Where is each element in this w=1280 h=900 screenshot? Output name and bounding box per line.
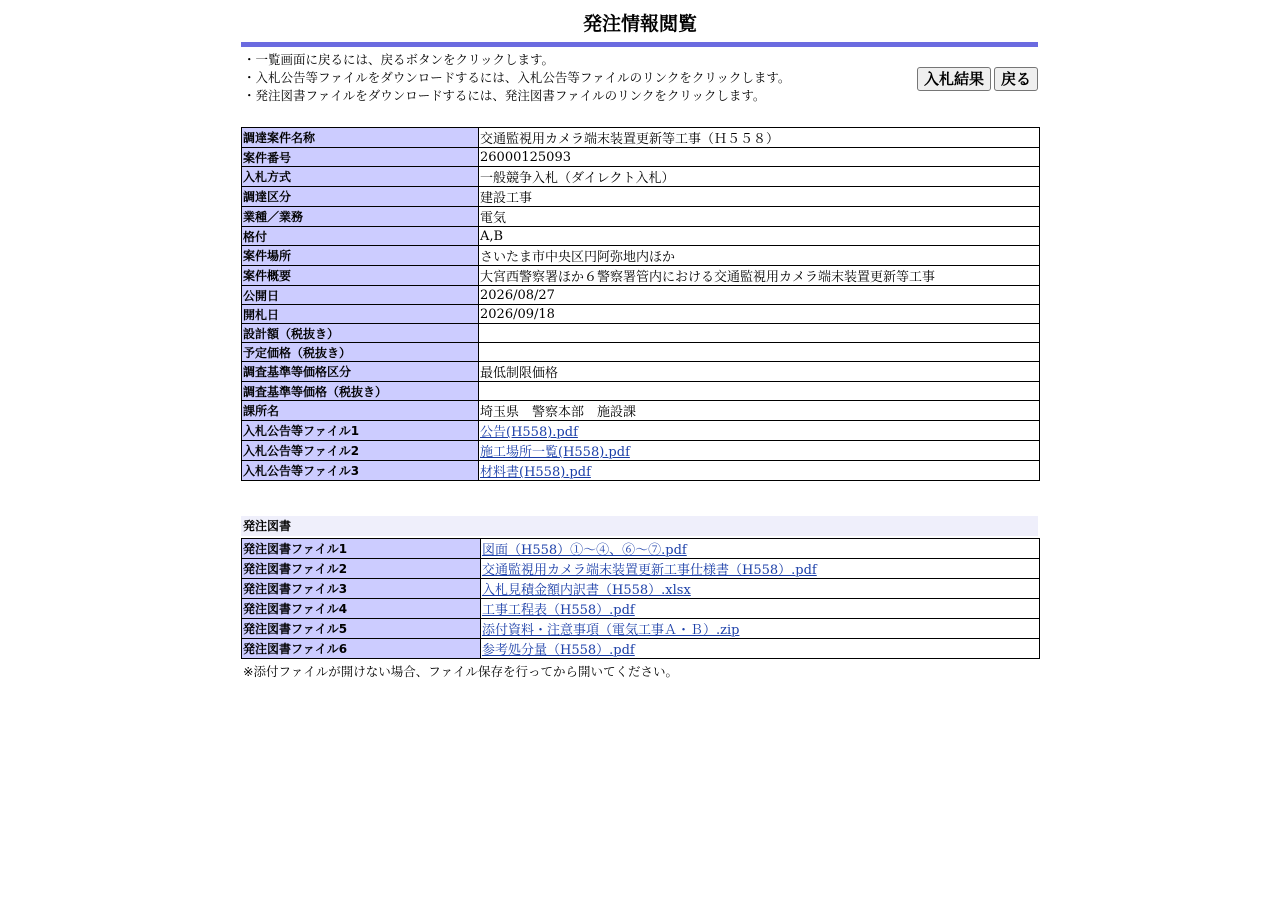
table-row	[242, 266, 1040, 286]
action-buttons	[917, 67, 1038, 91]
table-row	[242, 128, 1040, 148]
page-title: 発注情報閲覧	[582, 13, 697, 35]
row-label: 入札公告等ファイル1	[242, 421, 479, 441]
row-label: 発注図書ファイル1	[242, 539, 481, 559]
back-button[interactable]: 戻る	[994, 67, 1038, 91]
row-label: 調査基準等価格区分	[242, 362, 479, 382]
row-value-cell	[479, 421, 1040, 441]
row-value: 最低制限価格	[479, 362, 1040, 382]
table-row	[242, 286, 1040, 305]
row-value-cell	[479, 441, 1040, 461]
instruction-item: ・入札公告等ファイルをダウンロードするには、入札公告等ファイルのリンクをクリックします。	[243, 70, 791, 85]
row-value-cell	[481, 639, 1040, 659]
table-row	[242, 246, 1040, 266]
instruction-item: ・発注図書ファイルをダウンロードするには、発注図書ファイルのリンクをクリックします。	[243, 88, 766, 103]
info-table	[241, 127, 1040, 481]
row-label: 調達案件名称	[242, 128, 479, 148]
row-label: 予定価格（税抜き）	[242, 343, 479, 362]
row-label: 発注図書ファイル3	[242, 579, 481, 599]
row-value	[479, 324, 1040, 343]
table-row	[242, 305, 1040, 324]
table-row	[242, 579, 1040, 599]
row-label: 案件番号	[242, 148, 479, 167]
row-label: 業種／業務	[242, 207, 479, 227]
doc-file-link[interactable]: 交通監視用カメラ端末装置更新工事仕様書（H558）.pdf	[482, 563, 817, 578]
row-label: 調査基準等価格（税抜き）	[242, 382, 479, 401]
table-row	[242, 461, 1040, 481]
row-value: 2026/08/27	[479, 286, 1040, 305]
row-label: 調達区分	[242, 187, 479, 207]
instructions	[241, 47, 1039, 127]
bid-result-button[interactable]: 入札結果	[917, 67, 991, 91]
docs-table	[241, 538, 1040, 659]
instruction-item: ・一覧画面に戻るには、戻るボタンをクリックします。	[243, 52, 555, 67]
table-row	[242, 324, 1040, 343]
row-label: 発注図書ファイル6	[242, 639, 481, 659]
row-value: 埼玉県 警察本部 施設課	[479, 401, 1040, 421]
table-row	[242, 401, 1040, 421]
doc-file-link[interactable]: 入札見積金額内訳書（H558）.xlsx	[482, 583, 691, 598]
row-label: 設計額（税抜き）	[242, 324, 479, 343]
table-row	[242, 362, 1040, 382]
row-label: 発注図書ファイル5	[242, 619, 481, 639]
doc-file-link[interactable]: 図面（H558）①～④、⑥～⑦.pdf	[482, 543, 687, 558]
row-value: さいたま市中央区円阿弥地内ほか	[479, 246, 1040, 266]
doc-file-link[interactable]: 参考処分量（H558）.pdf	[482, 643, 635, 658]
doc-file-link[interactable]: 工事工程表（H558）.pdf	[482, 603, 635, 618]
row-value: A,B	[479, 227, 1040, 246]
bid-notice-file-link[interactable]: 材料書(H558).pdf	[480, 465, 591, 480]
doc-file-link[interactable]: 添付資料・注意事項（電気工事Ａ・Ｂ）.zip	[482, 623, 740, 638]
row-value: 電気	[479, 207, 1040, 227]
row-value-cell	[481, 579, 1040, 599]
row-value-cell	[481, 599, 1040, 619]
row-value: 交通監視用カメラ端末装置更新等工事（Ｈ５５８）	[479, 128, 1040, 148]
table-row	[242, 187, 1040, 207]
table-row	[242, 639, 1040, 659]
row-value-cell	[481, 619, 1040, 639]
row-value: 建設工事	[479, 187, 1040, 207]
table-row	[242, 207, 1040, 227]
row-label: 開札日	[242, 305, 479, 324]
row-label: 案件概要	[242, 266, 479, 286]
row-label: 入札方式	[242, 167, 479, 187]
row-value	[479, 343, 1040, 362]
bid-notice-file-link[interactable]: 施工場所一覧(H558).pdf	[480, 445, 630, 460]
main-container	[241, 0, 1039, 680]
row-label: 公開日	[242, 286, 479, 305]
row-label: 課所名	[242, 401, 479, 421]
row-label: 入札公告等ファイル2	[242, 441, 479, 461]
table-row	[242, 559, 1040, 579]
row-value	[479, 382, 1040, 401]
row-label: 発注図書ファイル4	[242, 599, 481, 619]
row-value: 大宮西警察署ほか６警察署管内における交通監視用カメラ端末装置更新等工事	[479, 266, 1040, 286]
row-value: 一般競争入札（ダイレクト入札）	[479, 167, 1040, 187]
attachment-note: ※添付ファイルが開けない場合、ファイル保存を行ってから開いてください。	[243, 664, 678, 679]
table-row	[242, 227, 1040, 246]
table-row	[242, 441, 1040, 461]
table-row	[242, 167, 1040, 187]
table-row	[242, 343, 1040, 362]
row-value-cell	[481, 559, 1040, 579]
table-row	[242, 421, 1040, 441]
row-label: 入札公告等ファイル3	[242, 461, 479, 481]
row-value-cell	[481, 539, 1040, 559]
table-row	[242, 599, 1040, 619]
table-row	[242, 539, 1040, 559]
row-value-cell	[479, 461, 1040, 481]
table-row	[242, 148, 1040, 167]
table-row	[242, 382, 1040, 401]
row-value: 2026/09/18	[479, 305, 1040, 324]
row-value: 26000125093	[479, 148, 1040, 167]
row-label: 案件場所	[242, 246, 479, 266]
table-row	[242, 619, 1040, 639]
docs-section-title: 発注図書	[241, 516, 1038, 536]
row-label: 格付	[242, 227, 479, 246]
bid-notice-file-link[interactable]: 公告(H558).pdf	[480, 425, 578, 440]
row-label: 発注図書ファイル2	[242, 559, 481, 579]
